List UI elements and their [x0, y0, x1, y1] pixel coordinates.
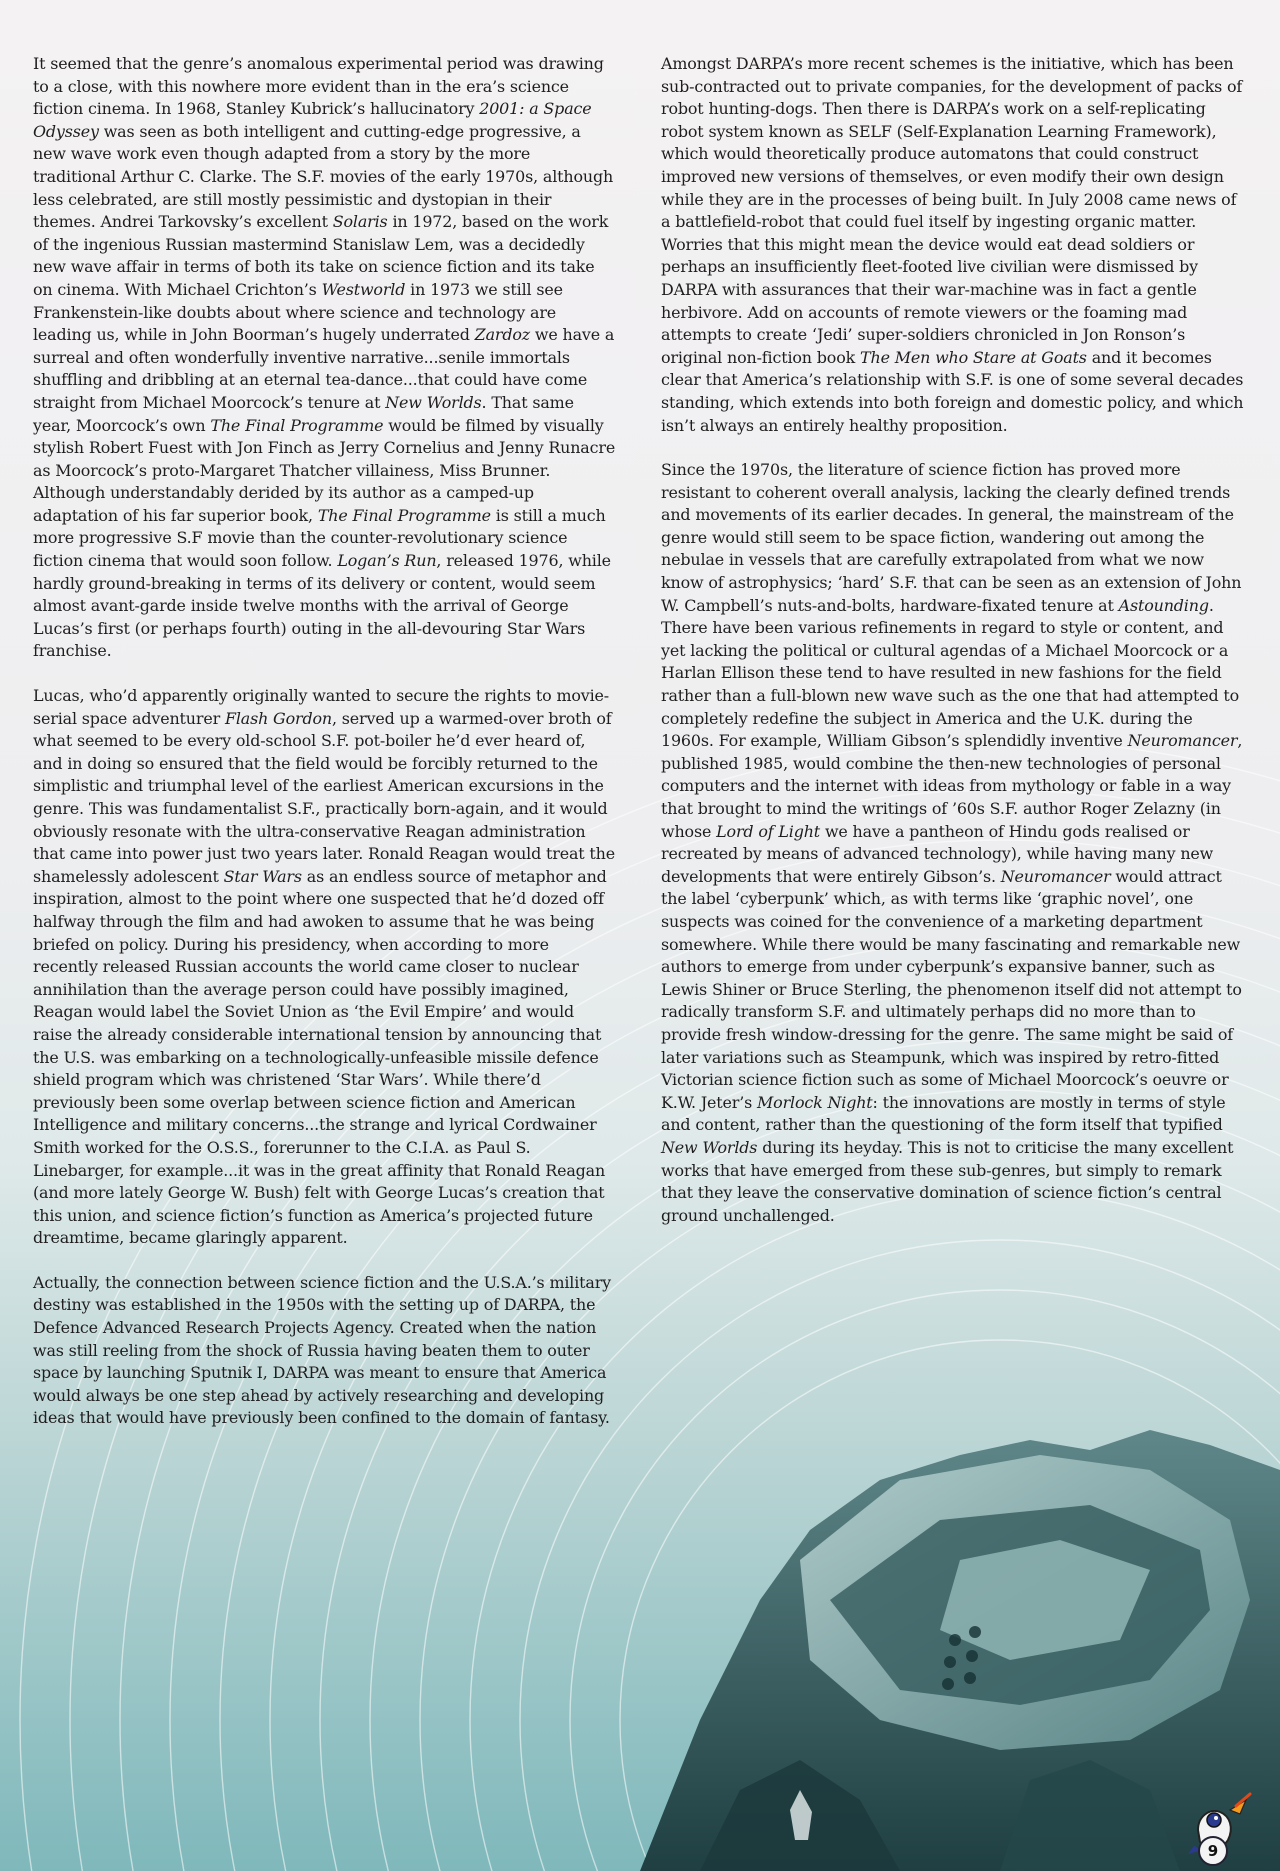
- text-run: we have a surreal and often wonderfully inventive narrative...senile immortals shuffling and dribbling at an eternal tea-dance...that could have come straight from Michael Moorcock’s tenure at: [33, 325, 615, 412]
- text-run: , published 1985, would combine the then-new technologies of personal computers and the internet with ideas from mythology or fable in a way that brought to mind the writings of ’60s S.F. author Roger Zelazny (in whose: [661, 731, 1243, 841]
- italic-title: Westworld: [321, 279, 406, 299]
- italic-title: New Worlds: [385, 392, 482, 412]
- page-number: 9: [1198, 1836, 1228, 1866]
- text-run: is still a much more progressive S.F movie than the counter-revolutionary science fiction cinema that would soon follow.: [33, 505, 606, 571]
- text-run: during its heyday. This is not to criticise the many excellent works that have emerged from these sub-genres, but simply to remark that they leave the conservative domination of science fiction’s central ground unchallenged.: [661, 1137, 1234, 1225]
- italic-title: Lord of Light: [716, 821, 821, 841]
- text-run: was seen as both intelligent and cutting-edge progressive, a new wave work even though adapted from a story by the more traditional Arthur C. Clarke. The S.F. movies of the early 1970s, although less celebrated, are still mostly pessimistic and dystopian in their themes. Andrei Tarkovsky’s excellent: [33, 121, 614, 232]
- text-run: would be filmed by visually stylish Robert Fuest with Jon Finch as Jerry Cornelius and Jenny Runacre as Moorcock’s proto-Margaret Thatcher villainess, Miss Brunner. Although understandably derided by its author as a camped-up adaptation of his far superior book,: [33, 415, 616, 525]
- italic-title: Morlock Night: [757, 1092, 873, 1112]
- italic-title: Neuromancer: [1000, 866, 1111, 886]
- text-run: as an endless source of metaphor and inspiration, almost to the point where one suspected that he’d dozed off halfway through the film and had awoken to assume that he was being briefed on policy. During his presidency, when according to more recently released Russian accounts the world came closer to nuclear annihilation than the average person could have possibly imagined, Reagan would label the Soviet Union as ‘the Evil Empire’ and would raise the already considerable international tension by announcing that the U.S. was embarking on a technologically-unfeasible missile defence shield program which was christened ‘Star Wars’. While there’d previously been some overlap between science fiction and American Intelligence and military concerns...the strange and lyrical Cordwainer Smith worked for the O.S.S., forerunner to the C.I.A. as Paul S. Linebarger, for example...it was in the great affinity that Ronald Reagan (and more lately George W. Bush) felt with George Lucas’s creation that this union, and science fiction’s function as America’s projected future dreamtime, became glaringly apparent.: [33, 866, 607, 1248]
- paragraph: [33, 685, 616, 1250]
- italic-title: The Final Programme: [210, 415, 384, 435]
- italic-title: Zardoz: [474, 325, 530, 345]
- italic-title: Star Wars: [223, 866, 302, 886]
- italic-title: Flash Gordon: [224, 708, 332, 728]
- text-run: , served up a warmed-over broth of what seemed to be every old-school S.F. pot-boiler he’d ever heard of, and in doing so ensured that the field would be forcibly returned to the simplistic and triumphal level of the earliest American excursions in the genre. This was fundamentalist S.F., practically born-again, and it would obviously resonate with the ultra-conservative Reagan administration that came into power just two years later. Ronald Reagan would treat the shamelessly adolescent: [33, 708, 616, 886]
- paragraph: [661, 53, 1248, 437]
- text-run: . There have been various refinements in regard to style or content, and yet lacking the political or cultural agendas of a Michael Moorcock or a Harlan Ellison these tend to have resulted in new fashions for the field rather than a full-blown new wave such as the one that had attempted to completely redefine the subject in America and the U.K. during the 1960s. For example, William Gibson’s splendidly inventive: [661, 595, 1240, 751]
- text-run: Since the 1970s, the literature of science fiction has proved more resistant to coherent overall analysis, lacking the clearly defined trends and movements of its earlier decades. In general, the mainstream of the genre would still seem to be space fiction, wandering out among the nebulae in vessels that are carefully extrapolated from what we now know of astrophysics; ‘hard’ S.F. that can be seen as an extension of John W. Campbell’s nuts-and-bolts, hardware-fixated tenure at: [661, 460, 1242, 615]
- text-run: , released 1976, while hardly ground-breaking in terms of its delivery or content, would seem almost avant-garde inside twelve months with the arrival of George Lucas’s first (or perhaps fourth) outing in the all-devouring Star Wars franchise.: [33, 551, 611, 661]
- paragraph: [33, 53, 616, 663]
- article-column-right: [661, 53, 1248, 1249]
- italic-title: Neuromancer: [1127, 731, 1238, 751]
- italic-title: Solaris: [332, 212, 388, 232]
- text-run: Actually, the connection between science fiction and the U.S.A.’s military destiny was established in the 1950s with the setting up of DARPA, the Defence Advanced Research Projects Agency. Created when the nation was still reeling from the shock of Russia having beaten them to outer space by launching Sputnik I, DARPA was meant to ensure that America would always be one step ahead by actively researching and developing ideas that would have previously been confined to the domain of fantasy.: [33, 1272, 611, 1428]
- italic-title: Astounding: [1118, 595, 1209, 615]
- italic-title: 2001: a Space Odyssey: [33, 99, 592, 141]
- italic-title: New Worlds: [661, 1137, 758, 1157]
- text-run: Amongst DARPA’s more recent schemes is the initiative, which has been sub-contracted out to private companies, for the development of packs of robot hunting-dogs. Then there is DARPA’s work on a self-replicating robot system known as SELF (Self-Explanation Learning Framework), which would theoretically produce automatons that could construct improved new versions of themselves, or even modify their own design while they are in the processes of being built. In July 2008 came news of a battlefield-robot that could fuel itself by ingesting organic matter. Worries that this might mean the device would eat dead soldiers or perhaps an insufficiently fleet-footed live civilian were dismissed by DARPA with assurances that their war-machine was in fact a gentle herbivore. Add on accounts of remote viewers or the foaming mad attempts to create ‘Jedi’ super-soldiers chronicled in Jon Ronson’s original non-fiction book: [661, 54, 1243, 367]
- text-run: Lucas, who’d apparently originally wanted to secure the rights to movie-serial space adventurer: [33, 686, 610, 728]
- text-run: we have a pantheon of Hindu gods realised or recreated by means of advanced technology), while having many new developments that were entirely Gibson’s.: [661, 821, 1214, 886]
- article-column-left: [33, 53, 616, 1452]
- text-run: would attract the label ‘cyberpunk’ which, as with terms like ‘graphic novel’, one suspects was coined for the convenience of a marketing department somewhere. While there would be many fascinating and remarkable new authors to emerge from under cyberpunk’s expansive banner, such as Lewis Shiner or Bruce Sterling, the phenomenon itself did not attempt to radically transform S.F. and ultimately perhaps did no more than to provide fresh window-dressing for the genre. The same might be said of later variations such as Steampunk, which was inspired by retro-fitted Victorian science fiction such as some of Michael Moorcock’s oeuvre or K.W. Jeter’s: [661, 866, 1242, 1112]
- paragraph: [33, 1272, 616, 1430]
- text-run: in 1973 we still see Frankenstein-like doubts about where science and technology are leading us, while in John Boorman’s hugely underrated: [33, 279, 563, 345]
- text-run: in 1972, based on the work of the ingenious Russian mastermind Stanislaw Lem, was a decidedly new wave affair in terms of both its take on science fiction and its take on cinema. With Michael Crichton’s: [33, 212, 609, 299]
- italic-title: Logan’s Run: [337, 551, 437, 571]
- text-run: . That same year, Moorcock’s own: [33, 392, 574, 435]
- paragraph: [661, 459, 1248, 1227]
- text-run: It seemed that the genre’s anomalous experimental period was drawing to a close, with this nowhere more evident than in the era’s science fiction cinema. In 1968, Stanley Kubrick’s hallucinatory: [33, 54, 604, 119]
- italic-title: The Men who Stare at Goats: [860, 347, 1087, 367]
- text-run: and it becomes clear that America’s relationship with S.F. is one of some several decades standing, which extends into both foreign and domestic policy, and which isn’t always an entirely healthy proposition.: [661, 347, 1244, 435]
- text-run: : the innovations are mostly in terms of style and content, rather than the questioning of the form itself that typified: [661, 1092, 1226, 1135]
- italic-title: The Final Programme: [317, 505, 491, 525]
